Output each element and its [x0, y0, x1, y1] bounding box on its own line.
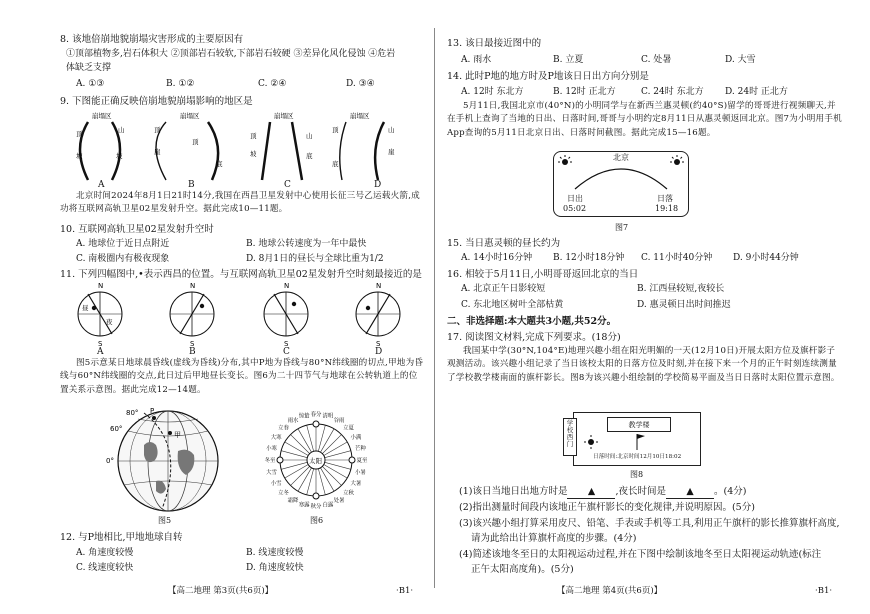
q15-option-b: B. 12小时18分钟 — [553, 253, 625, 263]
svg-text:底: 底 — [332, 160, 339, 168]
svg-text:N: N — [98, 282, 104, 290]
svg-text:崩塌区: 崩塌区 — [274, 112, 294, 120]
q17-sub1-blank-sunrise[interactable]: ▲ — [567, 486, 615, 499]
fig7-sunset-label: 日落 — [657, 194, 673, 203]
right-page — [435, 0, 870, 614]
q17-sub3-line2: 请为此给出计算旗杆高度的步骤。(4分) — [471, 533, 637, 544]
fig7-caption: 图7 — [615, 223, 629, 232]
q15-stem: 15. 当日惠灵顿的昼长约为 — [447, 238, 561, 249]
svg-text:顶: 顶 — [154, 126, 161, 134]
svg-text:顶: 顶 — [250, 132, 257, 140]
fig6-term-label: 白露 — [322, 502, 334, 509]
fig6-spoke — [325, 462, 351, 469]
svg-text:崖: 崖 — [154, 148, 161, 156]
fig6-term-label: 芒种 — [355, 446, 366, 453]
q10-option-b: B. 地球公转速度为一年中最快 — [246, 239, 367, 249]
q11-letter-b: B — [189, 347, 196, 357]
q12-option-d: D. 角速度较快 — [246, 563, 304, 573]
fig8-caption: 图8 — [630, 470, 644, 479]
fig6-term-label: 谷雨 — [333, 418, 345, 425]
q9-letter-d: D — [374, 180, 382, 190]
q9-letter-b: B — [188, 180, 195, 190]
q15-option-d: D. 9小时44分钟 — [733, 253, 799, 263]
q16-option-c: C. 东北地区树叶全部枯黄 — [461, 300, 564, 310]
q12-option-b: B. 线速度较慢 — [246, 548, 304, 558]
q9-diagram-d — [332, 111, 395, 180]
fig6-term-label: 大雪 — [266, 469, 277, 476]
right-footer-code: ·B1· — [815, 586, 833, 596]
q8-option-c: C. ②④ — [258, 79, 287, 89]
svg-text:山: 山 — [118, 126, 125, 134]
q11-letter-a: A — [97, 347, 104, 357]
q14-option-c: C. 24时 东北方 — [641, 87, 704, 97]
fig6-term-label: 小满 — [350, 435, 362, 441]
fig6-term-label: 秋分 — [310, 504, 322, 510]
flagpole-icon — [637, 434, 645, 450]
fig5-globe — [104, 405, 234, 517]
q8-line2: 体缺乏支撑 — [66, 63, 112, 73]
svg-text:山: 山 — [306, 132, 313, 140]
q9-diagram-a — [76, 111, 125, 180]
fig6-term-label: 大暑 — [350, 481, 362, 487]
intro-12-14: 图5示意某日地球晨昏线(虚线为昏线)分布,其中P地为昏线与80°N纬线圈的切点,甲地为昏线与60°N纬线圈的交点,此日过后甲地昼长变长。图6为二十四节气与地球在公转轨道上的位置关系示意图。据此完成12—14题。 — [60, 358, 424, 395]
q14-stem: 14. 此时P地的地方时及P地该日日出方向分别是 — [447, 71, 649, 82]
q10-stem: 10. 互联网高轨卫星02星发射升空时 — [60, 224, 214, 235]
q10-option-d: D. 8月1日的昼长与全球比重为1/2 — [246, 254, 384, 264]
q17-sub2: (2)指出测量时间段内该地正午旗杆影长的变化规律,并说明原因。(5分) — [459, 502, 755, 513]
fig6-term-label: 寒露 — [298, 502, 310, 509]
svg-text:昼: 昼 — [82, 304, 89, 312]
fig7-sunrise-label: 日出 — [567, 194, 583, 203]
svg-text:顶: 顶 — [192, 138, 199, 146]
svg-text:N: N — [376, 282, 382, 290]
svg-text:0°: 0° — [106, 457, 114, 465]
q12-option-c: C. 线速度较快 — [76, 563, 134, 573]
fig6-spoke — [325, 451, 351, 458]
svg-text:60°: 60° — [110, 425, 123, 433]
svg-text:80°: 80° — [126, 409, 139, 417]
fig6-term-label: 霜降 — [287, 497, 299, 504]
q13-option-c: C. 处暑 — [641, 55, 672, 65]
q16-option-a: A. 北京正午日影较短 — [461, 284, 546, 294]
q14-option-a: A. 12时 东北方 — [461, 87, 524, 97]
q9-letter-c: C — [284, 180, 291, 190]
q16-stem: 16. 相较于5月11日,小明哥哥返回北京的当日 — [447, 269, 639, 280]
fig6-spoke — [307, 425, 314, 451]
fig8-sunset-note: 日落时间:北京时间12月10日18:02 — [593, 454, 682, 460]
svg-text:夜: 夜 — [106, 318, 113, 326]
svg-text:顶: 顶 — [332, 126, 339, 134]
fig6-term-label: 立夏 — [343, 425, 354, 432]
fig6-term-label: 立冬 — [278, 490, 289, 497]
q13-option-d: D. 大雪 — [725, 55, 756, 65]
q17-sub1-part-b: ,夜长时间是 — [615, 486, 666, 497]
fig6-term-label: 小寒 — [266, 446, 277, 453]
q11-diagram-b — [170, 282, 214, 348]
q17-sub4-line2: 正午太阳高度角)。(5分) — [471, 564, 574, 575]
svg-text:崖: 崖 — [388, 148, 395, 156]
fig6-term-label: 惊蛰 — [298, 413, 310, 420]
fig6-term-label: 立春 — [278, 425, 289, 432]
svg-text:坡: 坡 — [116, 152, 123, 160]
q15-option-a: A. 14小时16分钟 — [461, 253, 533, 263]
fig6-term-label: 春分 — [310, 412, 322, 418]
q17-sub1-blank-night[interactable]: ▲ — [666, 486, 714, 499]
q17-material: 我国某中学(30°N,104°E)地理兴趣小组在阳光明媚的一天(12月10日)开展太阳方位及旗杆影子观测活动。该兴趣小组记录了当日该校太阳的日落方位及时刻,并在接下来一个月的正午时刻连续测量了学校教学楼南面的旗杆影长。图8为该兴趣小组绘制的学校简易平面及当日日落时太阳位置示意图。 — [447, 346, 840, 383]
fig6-term-label: 冬至 — [264, 458, 276, 464]
q13-stem: 13. 该日最接近图中的 — [447, 38, 542, 49]
q11-letter-d: D — [375, 347, 383, 357]
q9-diagram-c — [250, 111, 313, 180]
intro-10-11: 北京时间2024年8月1日21时14分,我国在西昌卫星发射中心使用长征三号乙运载火箭,成功将互联网高轨卫星02星发射升空。据此完成10—11题。 — [60, 191, 420, 215]
fig6-spoke — [318, 425, 325, 451]
svg-text:底: 底 — [216, 160, 223, 168]
q13-option-a: A. 雨水 — [461, 55, 492, 65]
fig6-spoke — [307, 469, 314, 495]
q13-option-b: B. 立夏 — [553, 55, 584, 65]
svg-text:崩塌区: 崩塌区 — [92, 112, 112, 120]
section-2-title: 二、非选择题:本大题共3小题,共52分。 — [447, 316, 617, 327]
fig7-sunrise-time: 05:02 — [563, 204, 587, 213]
q9-letter-a: A — [98, 180, 105, 190]
q11-stem: 11. 下列四幅图中,•表示西昌的位置。与互联网高轨卫星02星发射升空时刻最接近的是 — [60, 269, 422, 280]
svg-text:山: 山 — [388, 126, 395, 134]
fig8-west-gate: 学校西门 — [563, 418, 577, 456]
q8-option-b: B. ①② — [166, 79, 195, 89]
svg-text:坡: 坡 — [76, 152, 83, 160]
fig6-spoke — [281, 462, 307, 469]
q17-sub4-line1: (4)简述该地冬至日的太阳视运动过程,并在下图中绘制该地冬至日太阳视运动轨迹(标注 — [459, 549, 822, 560]
svg-text:S: S — [284, 340, 289, 348]
svg-text:甲: 甲 — [174, 431, 181, 439]
svg-text:坡: 坡 — [250, 150, 257, 158]
fig6-term-label: 小雪 — [270, 481, 282, 487]
svg-text:S: S — [98, 340, 103, 348]
q11-diagrams — [70, 280, 420, 348]
q17-stem: 17. 阅读图文材料,完成下列要求。(18分) — [447, 332, 621, 343]
q10-option-a: A. 地球位于近日点附近 — [76, 239, 170, 249]
svg-text:P: P — [150, 407, 155, 415]
q12-option-a: A. 角速度较慢 — [76, 548, 134, 558]
fig6-spoke — [318, 469, 325, 495]
fig5-caption: 图5 — [158, 516, 172, 525]
q8-stem: 8. 该地倍崩地貌崩塌灾害形成的主要原因有 — [60, 34, 244, 45]
intro-15-16: 5月11日,我国北京市(40°N)的小明同学与在新西兰惠灵顿(约40°S)留学的哥哥进行视频聊天,并在手机上查询了当地的日出、日落时间,哥哥与小明约定8月11日从惠灵顿返回北京。图7为小明用手机App查询的5月11日北京日出、日落时间截图。据此完成15—16题。 — [447, 101, 842, 138]
fig6-spoke — [281, 451, 307, 458]
fig6-term-label: 小暑 — [355, 469, 366, 476]
fig7-city: 北京 — [613, 153, 629, 162]
q8-line1: ①顶部植物多,岩石体积大 ②顶部岩石较软,下部岩石较硬 ③差异化风化侵蚀 ④危岩 — [66, 49, 396, 59]
q16-option-d: D. 惠灵顿日出时间推迟 — [637, 300, 731, 310]
fig6-term-label: 大寒 — [270, 435, 282, 441]
fig6-term-label: 处暑 — [333, 497, 345, 504]
fig6-caption: 图6 — [310, 516, 324, 525]
fig6-term-label: 清明 — [322, 413, 334, 420]
q17-sub3-line1: (3)该兴趣小组打算采用皮尺、铅笔、手表或手机等工具,利用正午旗杆的影长推算旗杆高度, — [459, 518, 840, 529]
left-footer: 【高二地理 第3页(共6页)】 — [168, 586, 274, 596]
svg-text:N: N — [284, 282, 290, 290]
svg-text:顶: 顶 — [76, 130, 83, 138]
sun-icon — [584, 435, 598, 449]
q17-sub1-part-a: (1)该日当地日出地方时是 — [459, 486, 568, 497]
fig8-teaching-building: 教学楼 — [607, 417, 671, 432]
fig8-sun-and-flag — [583, 430, 673, 454]
svg-text:崩塌区: 崩塌区 — [180, 112, 200, 120]
fig6-term-label: 雨水 — [287, 418, 299, 425]
svg-text:N: N — [190, 282, 196, 290]
q17-sub1-part-c: 。(4分) — [714, 486, 747, 497]
q14-option-b: B. 12时 正北方 — [553, 87, 616, 97]
q16-option-b: B. 江西昼较短,夜较长 — [637, 284, 725, 294]
sunset-icon — [670, 155, 684, 165]
q9-stem: 9. 下图能正确反映倍崩地貌崩塌影响的地区是 — [60, 96, 253, 107]
q10-option-c: C. 南极圈内有极夜现象 — [76, 254, 170, 264]
right-footer: 【高二地理 第4页(共6页)】 — [557, 586, 663, 596]
fig7-sunset-time: 19:18 — [655, 204, 679, 213]
left-footer-code: ·B1· — [396, 586, 414, 596]
q11-diagram-a — [78, 282, 122, 348]
q8-option-d: D. ③④ — [346, 79, 375, 89]
q9-diagram-b — [154, 111, 223, 180]
svg-text:底: 底 — [306, 152, 313, 160]
q17-sub1 — [459, 486, 746, 499]
fig6-term-label: 立秋 — [343, 490, 354, 497]
svg-text:S: S — [190, 340, 195, 348]
q11-letter-c: C — [283, 347, 290, 357]
q12-stem: 12. 与P地相比,甲地地球自转 — [60, 532, 183, 543]
fig6-term-label: 夏至 — [356, 458, 368, 464]
svg-text:太阳: 太阳 — [309, 457, 322, 465]
svg-text:S: S — [376, 340, 381, 348]
q14-option-d: D. 24时 正北方 — [725, 87, 788, 97]
svg-text:崩塌区: 崩塌区 — [350, 112, 370, 120]
q9-diagrams — [66, 108, 406, 188]
fig6-solar-terms — [260, 404, 372, 516]
q8-option-a: A. ①③ — [76, 79, 105, 89]
sunrise-icon — [558, 155, 572, 165]
q11-diagram-c — [264, 282, 308, 348]
q11-diagram-d — [356, 282, 400, 348]
q15-option-c: C. 11小时40分钟 — [641, 253, 713, 263]
